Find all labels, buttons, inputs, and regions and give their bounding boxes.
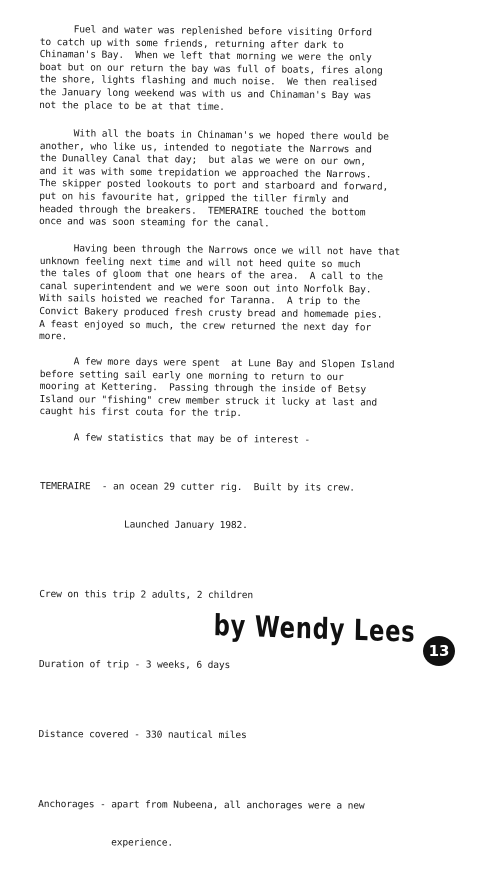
text-line: the shore, lights flashing and much noise. We then realised [39, 74, 378, 89]
paragraph-orford [39, 24, 480, 117]
paragraph-norfolk-bay [39, 243, 480, 348]
author-byline: by Wendy Lees [213, 608, 416, 649]
text-line: A few statistics that may be of interest - [39, 432, 311, 446]
page-number: 13 [428, 642, 450, 660]
text-line: Fuel and water was replenished before visiting Orford [39, 24, 372, 39]
text-line: more. [38, 331, 68, 343]
paragraph-statistics-intro [40, 432, 480, 449]
stat-distance [38, 704, 468, 769]
text-line: the Dunalley Canal that day; but alas we were on our own, [39, 153, 367, 168]
text-line: the January long weekend was with us and Chinaman's Bay was [39, 86, 372, 102]
stat-line: experience. [37, 836, 174, 849]
text-line: canal superintendent and we were soon out into Norfolk Bay. [39, 280, 372, 296]
text-line: headed through the breakers. TEMERAIRE touched the bottom [39, 203, 366, 218]
text-line: Island our "fishing" crew member struck it lucky at last and [39, 393, 378, 409]
text-line: unknown feeling next time and will not heed quite so much [39, 255, 361, 270]
paragraph-narrows [39, 128, 480, 233]
text-line: A few more days were spent at Lune Bay and Slopen Island [39, 356, 395, 371]
statistics-list [38, 456, 470, 884]
text-line: and it was with some trepidation we approached the Narrows. [39, 165, 372, 181]
text-line: With all the boats in Chinaman's we hoped there would be [39, 128, 389, 143]
text-line: another, who like us, intended to negotiate the Narrows and [39, 140, 372, 156]
text-line: Having been through the Narrows once we will not have that [39, 243, 401, 258]
text-line: to catch up with some friends, returning after dark to [39, 36, 344, 51]
page-number-badge [423, 636, 455, 666]
stat-line: Launched January 1982. [39, 518, 248, 532]
stat-boat [39, 456, 470, 559]
paragraph-kettering [39, 356, 480, 424]
text-line: Convict Bakery produced fresh crusty bread and homemade pies. [39, 305, 383, 321]
text-line: once and was soon steaming for the canal. [38, 216, 270, 230]
text-line: not the place to be at that time. [39, 99, 225, 113]
text-line: the tales of gloom that one hears of the area. A call to the [39, 268, 383, 283]
text-line: The skipper posted lookouts to port and starboard and forward, [39, 178, 389, 194]
stat-line: TEMERAIRE - an ocean 29 cutter rig. Built by its crew. [39, 481, 355, 494]
stat-line: Duration of trip - 3 weeks, 6 days [38, 658, 231, 671]
stat-anchorages [38, 774, 469, 877]
text-line: before setting sail early one morning to return to our [39, 368, 344, 383]
text-line: caught his first couta for the trip. [39, 406, 243, 420]
text-line: put on his favourite hat, gripped the tiller firmly and [39, 190, 349, 206]
text-line: Chinaman's Bay. When we left that morning we were the only [39, 49, 372, 64]
text-line: A feast enjoyed so much, the crew returned the next day for [39, 318, 372, 334]
stat-line: Crew on this trip 2 adults, 2 children [39, 588, 254, 602]
stat-line: Anchorages - apart from Nubeena, all anchorages were a new [38, 798, 365, 812]
text-line: With sails hoisted we reached for Taranna. A trip to the [39, 293, 361, 308]
stat-line: Distance covered - 330 nautical miles [38, 728, 247, 741]
text-line: boat but on our return the bay was full of boats, fires along [39, 61, 383, 77]
text-line: mooring at Kettering. Passing through the inside of Betsy [39, 381, 367, 396]
